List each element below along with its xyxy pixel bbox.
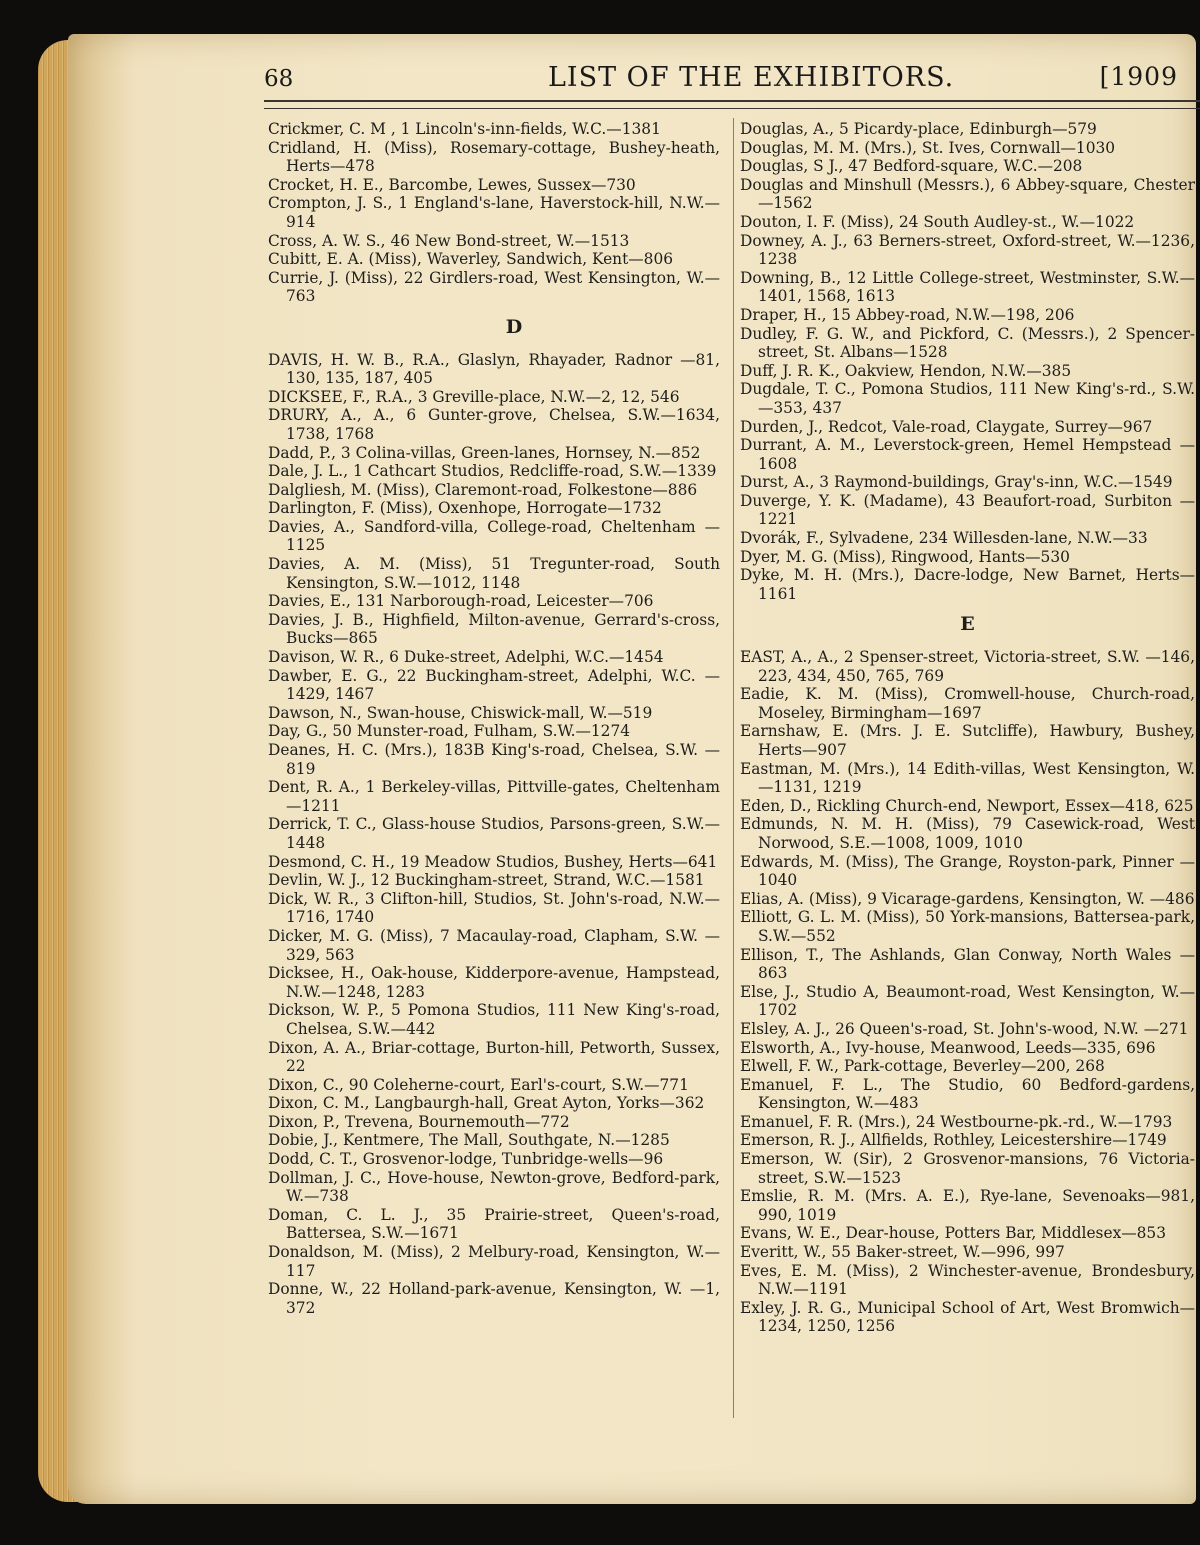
entries-c-list	[268, 120, 720, 306]
exhibitor-entry: Davies, A. M. (Miss), 51 Tregunter-road, South Kensington, S.W.—1012, 1148	[268, 555, 720, 592]
exhibitor-entry: Dudley, F. G. W., and Pickford, C. (Messrs.), 2 Spencer-street, St. Albans—1528	[740, 324, 1195, 362]
exhibitor-entry: Durrant, A. M., Leverstock-green, Hemel Hempstead —1608	[740, 436, 1195, 473]
exhibitor-entry: Donne, W., 22 Holland-park-avenue, Kensington, W. —1, 372	[268, 1280, 720, 1317]
exhibitor-entry: Douglas, A., 5 Picardy-place, Edinburgh—579	[740, 120, 1097, 138]
exhibitor-entry: Douglas, S J., 47 Bedford-square, W.C.—208	[740, 157, 1083, 176]
page-number: 68	[264, 66, 294, 92]
section-letter-e: E	[960, 613, 975, 636]
section-letter-d: D	[505, 315, 523, 338]
exhibitor-entry: Davies, J. B., Highfield, Milton-avenue, Gerrard's-cross, Bucks—865	[268, 610, 720, 648]
entries-e-list	[740, 648, 1195, 1336]
exhibitor-entry: Dale, J. L., 1 Cathcart Studios, Redcliffe-road, S.W.—1339	[268, 462, 717, 481]
exhibitor-entry: Cridland, H. (Miss), Rosemary-cottage, Bushey-heath, Herts—478	[268, 138, 720, 176]
exhibitor-entry: EAST, A., A., 2 Spenser-street, Victoria-street, S.W. —146, 223, 434, 450, 765, 769	[740, 648, 1195, 685]
exhibitor-entry: Dawber, E. G., 22 Buckingham-street, Adelphi, W.C. —1429, 1467	[268, 666, 720, 704]
exhibitor-entry: Edmunds, N. M. H. (Miss), 79 Casewick-road, West Norwood, S.E.—1008, 1009, 1010	[740, 815, 1195, 852]
exhibitor-entry: Evans, W. E., Dear-house, Potters Bar, Middlesex—853	[740, 1224, 1167, 1243]
exhibitor-entry: DRURY, A., A., 6 Gunter-grove, Chelsea, S.W.—1634, 1738, 1768	[268, 406, 720, 443]
exhibitor-entry: Downing, B., 12 Little College-street, Westminster, S.W.—1401, 1568, 1613	[740, 268, 1195, 306]
exhibitor-entry: Davies, A., Sandford-villa, College-road, Cheltenham —1125	[268, 517, 720, 555]
exhibitor-entry: Dawson, N., Swan-house, Chiswick-mall, W.—519	[268, 703, 653, 722]
page-title: LIST OF THE EXHIBITORS.	[548, 62, 955, 93]
exhibitor-entry: Exley, J. R. G., Municipal School of Art, West Bromwich—1234, 1250, 1256	[740, 1298, 1195, 1336]
exhibitor-entry: Day, G., 50 Munster-road, Fulham, S.W.—1274	[268, 722, 631, 741]
right-column	[740, 120, 1195, 1336]
exhibitor-entry: Downey, A. J., 63 Berners-street, Oxford-street, W.—1236, 1238	[740, 231, 1195, 269]
exhibitor-entry: Eves, E. M. (Miss), 2 Winchester-avenue, Brondesbury, N.W.—1191	[740, 1261, 1195, 1299]
exhibitor-entry: Eden, D., Rickling Church-end, Newport, Essex—418, 625	[740, 796, 1194, 815]
exhibitor-entry: Doman, C. L. J., 35 Prairie-street, Queen's-road, Battersea, S.W.—1671	[268, 1205, 720, 1243]
exhibitor-entry: Ellison, T., The Ashlands, Glan Conway, North Wales —863	[740, 945, 1195, 983]
exhibitor-entry: Durst, A., 3 Raymond-buildings, Gray's-inn, W.C.—1549	[740, 473, 1173, 492]
exhibitor-entry: Emerson, W. (Sir), 2 Grosvenor-mansions, 76 Victoria-street, S.W.—1523	[740, 1150, 1195, 1187]
exhibitor-entry: DICKSEE, F., R.A., 3 Greville-place, N.W.—2, 12, 546	[268, 387, 680, 406]
exhibitor-entry: Duff, J. R. K., Oakview, Hendon, N.W.—385	[740, 361, 1072, 380]
exhibitor-entry: Duverge, Y. K. (Madame), 43 Beaufort-road, Surbiton —1221	[740, 491, 1195, 529]
exhibitor-entry: Emslie, R. M. (Mrs. A. E.), Rye-lane, Sevenoaks—981, 990, 1019	[740, 1187, 1195, 1224]
page-header	[264, 60, 1190, 100]
exhibitor-entry: Desmond, C. H., 19 Meadow Studios, Bushey, Herts—641	[268, 852, 718, 871]
exhibitor-entry: Crocket, H. E., Barcombe, Lewes, Sussex—730	[268, 175, 636, 194]
exhibitor-entry: Dollman, J. C., Hove-house, Newton-grove, Bedford-park, W.—738	[268, 1168, 720, 1206]
exhibitor-entry: Dugdale, T. C., Pomona Studios, 111 New King's-rd., S.W.—353, 437	[740, 380, 1195, 417]
exhibitor-entry: Dyke, M. H. (Mrs.), Dacre-lodge, New Barnet, Herts—1161	[740, 566, 1195, 603]
exhibitor-entry: Edwards, M. (Miss), The Grange, Royston-park, Pinner —1040	[740, 852, 1195, 890]
exhibitor-entry: Dixon, A. A., Briar-cottage, Burton-hill, Petworth, Sussex, 22	[268, 1038, 720, 1076]
exhibitor-entry: Davison, W. R., 6 Duke-street, Adelphi, W.C.—1454	[268, 648, 664, 667]
exhibitor-entry: Elias, A. (Miss), 9 Vicarage-gardens, Kensington, W. —486	[740, 889, 1195, 908]
exhibitor-entry: Devlin, W. J., 12 Buckingham-street, Strand, W.C.—1581	[268, 871, 705, 890]
entries-d-continued-list	[740, 120, 1195, 603]
column-divider	[733, 118, 734, 1418]
exhibitor-entry: Derrick, T. C., Glass-house Studios, Parsons-green, S.W.—1448	[268, 815, 720, 852]
exhibitor-entry: Elsworth, A., Ivy-house, Meanwood, Leeds—335, 696	[740, 1038, 1156, 1057]
exhibitor-entry: Dvorák, F., Sylvadene, 234 Willesden-lane, N.W.—33	[740, 529, 1148, 548]
exhibitor-entry: Dadd, P., 3 Colina-villas, Green-lanes, Hornsey, N.—852	[268, 443, 701, 462]
exhibitor-entry: Dicksee, H., Oak-house, Kidderpore-avenue, Hampstead, N.W.—1248, 1283	[268, 964, 720, 1001]
exhibitor-entry: Dyer, M. G. (Miss), Ringwood, Hants—530	[740, 547, 1070, 566]
exhibitor-entry: Douton, I. F. (Miss), 24 South Audley-st., W.—1022	[740, 212, 1135, 231]
exhibitor-entry: Emanuel, F. L., The Studio, 60 Bedford-gardens, Kensington, W.—483	[740, 1075, 1195, 1113]
exhibitor-entry: Emanuel, F. R. (Mrs.), 24 Westbourne-pk.-rd., W.—1793	[740, 1112, 1173, 1131]
entries-d-list	[268, 351, 720, 1318]
exhibitor-entry: Everitt, W., 55 Baker-street, W.—996, 997	[740, 1243, 1065, 1262]
exhibitor-entry: Currie, J. (Miss), 22 Girdlers-road, West Kensington, W.—763	[268, 268, 720, 306]
exhibitor-entry: Dixon, P., Trevena, Bournemouth—772	[268, 1112, 570, 1131]
exhibitor-entry: Crickmer, C. M , 1 Lincoln's-inn-fields, W.C.—1381	[268, 120, 661, 138]
exhibitor-entry: Dickson, W. P., 5 Pomona Studios, 111 New King's-road, Chelsea, S.W.—442	[268, 1001, 720, 1038]
exhibitor-entry: Douglas, M. M. (Mrs.), St. Ives, Cornwall—1030	[740, 138, 1116, 157]
exhibitor-entry: Durden, J., Redcot, Vale-road, Claygate, Surrey—967	[740, 417, 1153, 436]
exhibitor-entry: Emerson, R. J., Allfields, Rothley, Leicestershire—1749	[740, 1131, 1167, 1150]
exhibitor-entry: Dodd, C. T., Grosvenor-lodge, Tunbridge-wells—96	[268, 1150, 664, 1169]
exhibitor-entry: Eastman, M. (Mrs.), 14 Edith-villas, West Kensington, W.—1131, 1219	[740, 759, 1195, 797]
exhibitor-entry: Deanes, H. C. (Mrs.), 183B King's-road, Chelsea, S.W. —819	[268, 741, 720, 778]
exhibitor-entry: Elwell, F. W., Park-cottage, Beverley—200, 268	[740, 1057, 1105, 1076]
header-rule	[264, 100, 1200, 109]
exhibitor-entry: Cross, A. W. S., 46 New Bond-street, W.—1513	[268, 231, 630, 250]
exhibitor-entry: Dick, W. R., 3 Clifton-hill, Studios, St. John's-road, N.W.—1716, 1740	[268, 889, 720, 927]
exhibitor-entry: Donaldson, M. (Miss), 2 Melbury-road, Kensington, W.—117	[268, 1243, 720, 1280]
exhibitor-entry: Crompton, J. S., 1 England's-lane, Haverstock-hill, N.W.—914	[268, 194, 720, 231]
year-label: [1909	[1099, 62, 1178, 91]
exhibitor-entry: Darlington, F. (Miss), Oxenhope, Horrogate—1732	[268, 499, 662, 518]
exhibitor-entry: Draper, H., 15 Abbey-road, N.W.—198, 206	[740, 305, 1075, 324]
exhibitor-entry: Dixon, C., 90 Coleherne-court, Earl's-court, S.W.—771	[268, 1075, 689, 1094]
exhibitor-entry: Dicker, M. G. (Miss), 7 Macaulay-road, Clapham, S.W. —329, 563	[268, 926, 720, 964]
exhibitor-entry: Dent, R. A., 1 Berkeley-villas, Pittville-gates, Cheltenham—1211	[268, 778, 720, 815]
exhibitor-entry: Else, J., Studio A, Beaumont-road, West Kensington, W.—1702	[740, 982, 1195, 1020]
exhibitor-entry: Dobie, J., Kentmere, The Mall, Southgate, N.—1285	[268, 1131, 670, 1150]
exhibitor-entry: Dalgliesh, M. (Miss), Claremont-road, Folkestone—886	[268, 480, 698, 499]
exhibitor-entry: Eadie, K. M. (Miss), Cromwell-house, Church-road, Moseley, Birmingham—1697	[740, 685, 1195, 722]
exhibitor-entry: Earnshaw, E. (Mrs. J. E. Sutcliffe), Hawbury, Bushey, Herts—907	[740, 722, 1195, 759]
exhibitor-entry: Cubitt, E. A. (Miss), Waverley, Sandwich, Kent—806	[268, 250, 674, 269]
left-column	[268, 120, 720, 1317]
exhibitor-entry: Davies, E., 131 Narborough-road, Leicester—706	[268, 592, 654, 611]
exhibitor-entry: Elsley, A. J., 26 Queen's-road, St. John's-wood, N.W. —271	[740, 1019, 1189, 1038]
exhibitor-entry: Elliott, G. L. M. (Miss), 50 York-mansions, Battersea-park, S.W.—552	[740, 908, 1195, 945]
exhibitor-entry: Dixon, C. M., Langbaurgh-hall, Great Ayton, Yorks—362	[268, 1094, 705, 1113]
exhibitor-entry: DAVIS, H. W. B., R.A., Glaslyn, Rhayader, Radnor —81, 130, 135, 187, 405	[268, 350, 720, 388]
exhibitor-entry: Douglas and Minshull (Messrs.), 6 Abbey-square, Chester—1562	[740, 175, 1195, 213]
